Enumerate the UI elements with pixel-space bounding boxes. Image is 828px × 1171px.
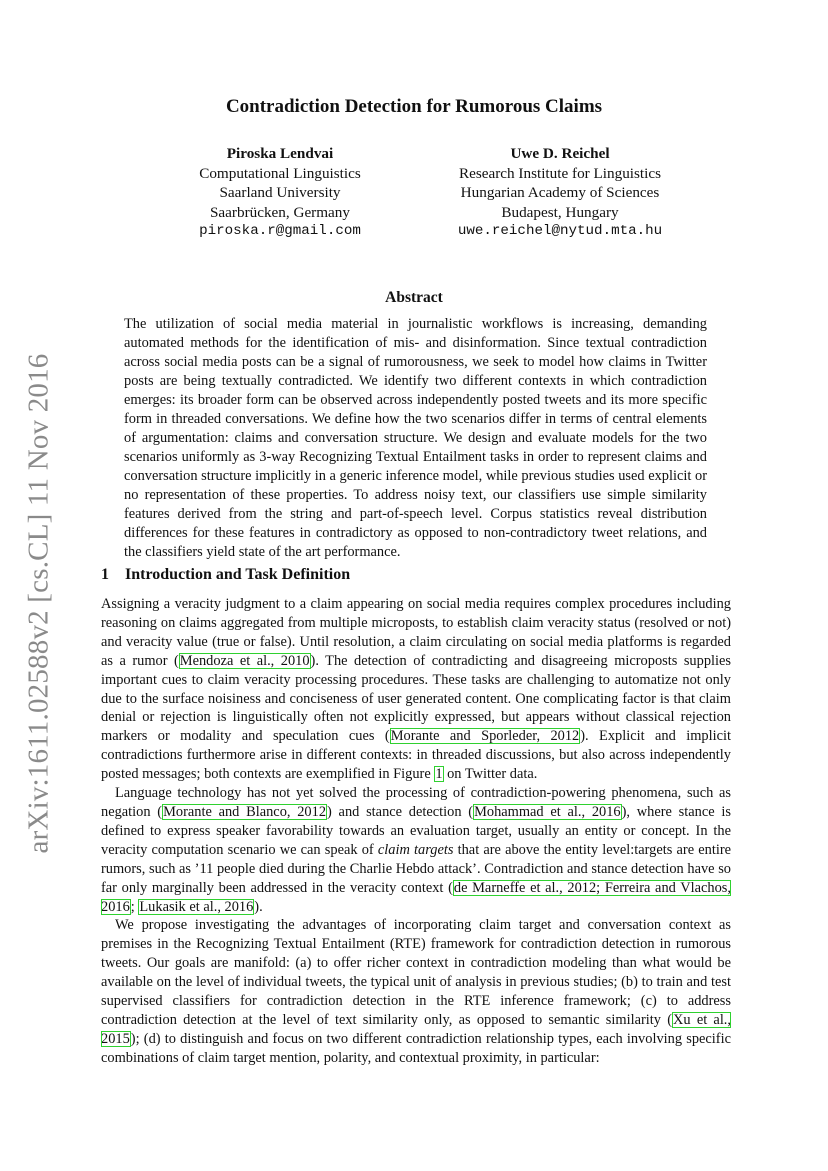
body-text bbox=[101, 595, 731, 1068]
author-block-1 bbox=[180, 144, 380, 242]
paragraph-text: We propose investigating the advantages of incorporating claim target and conversation context as premises in the Recognizing Textual Entailment (RTE) framework for contradiction detection in rumorous tweets. Our goals are manifold: (a) to offer richer context in contradiction modeling than what would be available on the level of individual tweets, the typical unit of analysis in previous studies; (b) to train and test supervised classifiers for contradiction detection in the RTE inference framework; (c) to address contradiction detection at the level of text similarity only, as opposed to semantic similarity ( bbox=[101, 917, 731, 1028]
paragraph-text: ); (d) to distinguish and focus on two different contradiction relationship types, each involving specific combinations of claim target mention, polarity, and contextual proximity, in particular: bbox=[101, 1030, 731, 1066]
arxiv-stamp-text: arXiv:1611.02588v2 [cs.CL] 11 Nov 2016 bbox=[22, 352, 55, 854]
citation-link[interactable]: de Marneffe et al., 2012; Ferreira and Vlachos, 2016 bbox=[101, 879, 732, 915]
arxiv-identifier bbox=[17, 352, 61, 854]
paragraph-text: ) and stance detection ( bbox=[327, 803, 474, 820]
paragraph bbox=[101, 916, 731, 1067]
section-title: Introduction and Task Definition bbox=[125, 566, 351, 583]
paper-title: Contradiction Detection for Rumorous Claims bbox=[225, 96, 603, 117]
author-affiliation: Research Institute for Linguistics bbox=[458, 164, 662, 182]
author-email: uwe.reichel@nytud.mta.hu bbox=[457, 223, 663, 240]
figure-link[interactable]: 1 bbox=[435, 766, 443, 783]
paragraph-text: ). Explicit and implicit contradictions furthermore arise in different contexts: in threaded discussions, but also across independently posted messages; both contexts are exemplified in Figure bbox=[101, 728, 732, 783]
paragraph-text: Language technology has not yet solved the processing of contradiction-powering phenomena, such as negation ( bbox=[101, 785, 731, 820]
abstract-heading: Abstract bbox=[385, 289, 443, 306]
paragraph-text: on Twitter data. bbox=[443, 766, 538, 783]
author-affiliation: Computational Linguistics bbox=[199, 164, 361, 182]
author-email: piroska.r@gmail.com bbox=[199, 223, 361, 240]
author-affiliation: Saarland University bbox=[219, 184, 341, 202]
citation-link[interactable]: Mohammad et al., 2016 bbox=[474, 803, 621, 820]
paragraph bbox=[101, 784, 731, 916]
paragraph bbox=[101, 595, 731, 784]
section-number: 1 bbox=[101, 566, 109, 583]
author-location: Saarbrücken, Germany bbox=[209, 203, 350, 221]
emphasis-term: claim targets bbox=[377, 841, 454, 858]
section-heading bbox=[101, 566, 350, 584]
paragraph-text: that are above the entity level:targets are entire rumors, such as ’11 people died during the Charlie Hebdo attack’. Contradiction and stance detection have so far only marginally been addressed in the veracity context ( bbox=[101, 841, 731, 896]
paragraph-text: ; bbox=[130, 898, 139, 915]
author-name: Uwe D. Reichel bbox=[510, 145, 610, 162]
paragraph-text: ). bbox=[254, 898, 263, 915]
author-location: Budapest, Hungary bbox=[501, 203, 619, 221]
author-affiliation: Hungarian Academy of Sciences bbox=[460, 184, 660, 202]
abstract-text: The utilization of social media material in journalistic workflows is increasing, demanding automated methods for the identification of mis- and disinformation. Since textual contradiction across social media posts can be a signal of rumorousness, we seek to model how claims in Twitter posts are being textually contradicted. We identify two different contexts in which contradiction emerges: its broader form can be observed across independently posted tweets and its more specific form in threaded conversations. We define how the two scenarios differ in terms of central elements of argumentation: claims and conversation structure. We design and evaluate models for the two scenarios uniformly as 3-way Recognizing Textual Entailment tasks in order to represent claims and conversation structure implicitly in a generic inference model, while previous studies used explicit or no representation of these properties. To address noisy text, our classifiers use simple similarity features derived from the string and part-of-speech level. Corpus statistics reveal distribution differences for these features in contradictory as opposed to non-contradictory tweet relations, and the classifiers yield state of the art performance. bbox=[124, 316, 707, 560]
citation-link[interactable]: Mendoza et al., 2010 bbox=[179, 652, 310, 669]
author-name: Piroska Lendvai bbox=[226, 145, 334, 162]
author-block-2 bbox=[425, 144, 695, 242]
paragraph-text: ). The detection of contradicting and disagreeing microposts supplies important cues to claim veracity processing procedures. These tasks are challenging to automatize not only due to the surface noisiness and conciseness of user generated content. One complicating factor is that claim denial or rejection is linguistically often not explicitly expressed, but appears without classical rejection markers or modality and speculation cues ( bbox=[101, 652, 731, 745]
paragraph-text: Assigning a veracity judgment to a claim appearing on social media requires complex procedures including reasoning on claims aggregated from multiple microposts, to establish claim veracity status (resolved or not) and veracity value (true or false). Until resolution, a claim circulating on social media platforms is regarded as a rumor ( bbox=[101, 596, 731, 669]
citation-link[interactable]: Morante and Blanco, 2012 bbox=[163, 803, 327, 820]
citation-link[interactable]: Morante and Sporleder, 2012 bbox=[390, 728, 580, 745]
citation-link[interactable]: Xu et al., 2015 bbox=[101, 1011, 732, 1047]
paragraph-text: ), where stance is defined to express speaker favorability towards an evaluation target, usually an entity or concept. In the veracity computation scenario we can speak of bbox=[101, 803, 731, 858]
citation-link[interactable]: Lukasik et al., 2016 bbox=[139, 898, 254, 915]
